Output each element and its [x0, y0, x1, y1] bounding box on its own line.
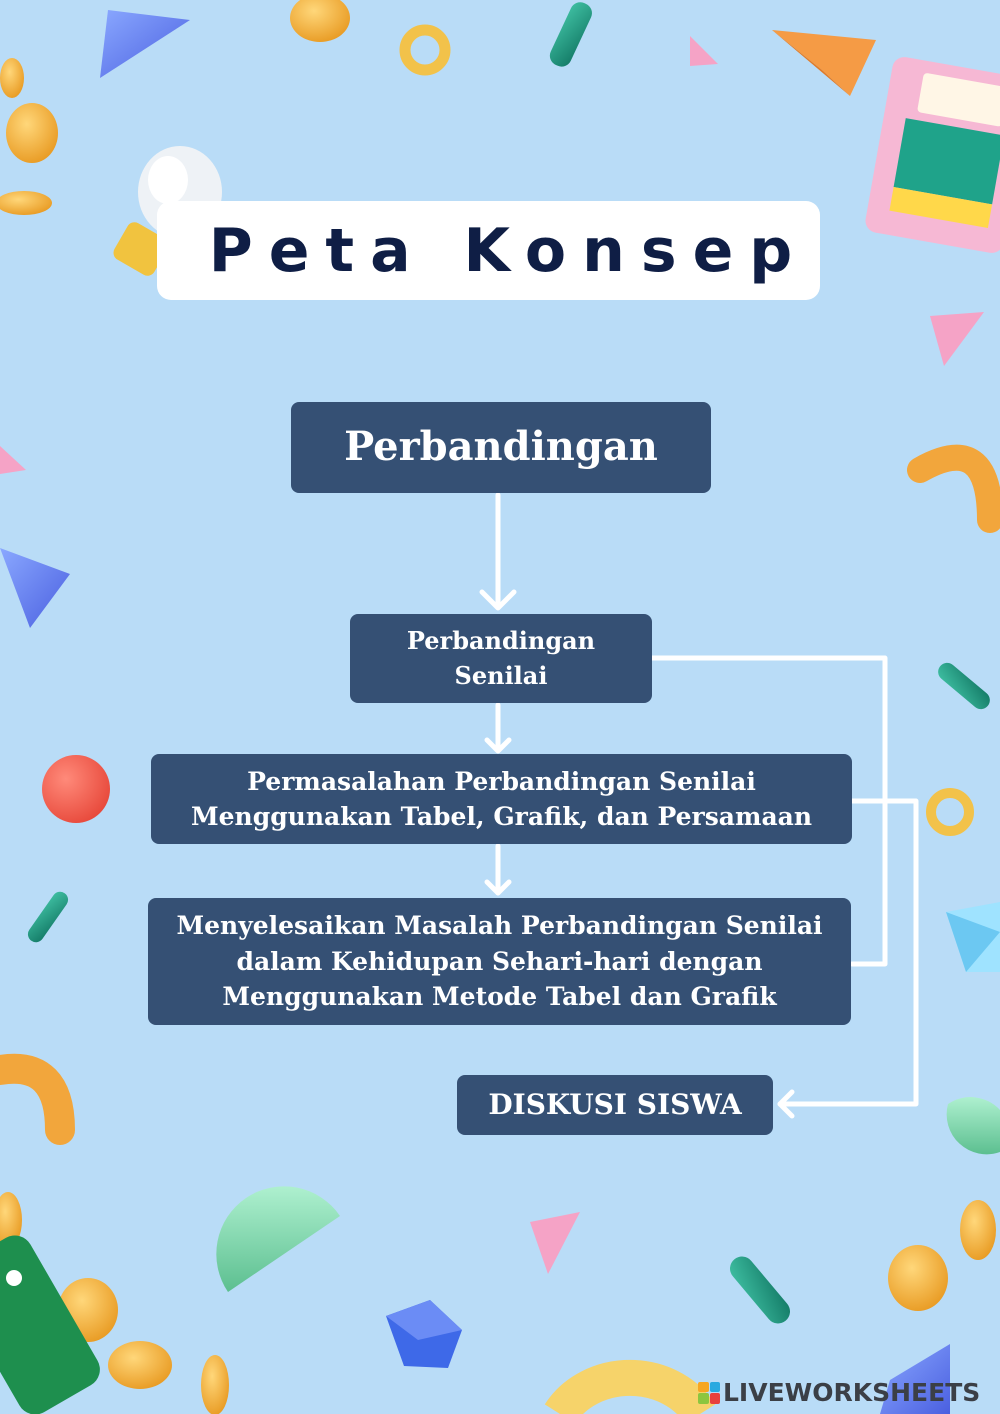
- liveworksheets-logo-icon: [698, 1382, 720, 1404]
- brand-text: LIVEWORKSHEETS: [723, 1378, 981, 1407]
- liveworksheets-brand: [698, 1378, 980, 1407]
- concept-root-node: [291, 402, 711, 493]
- concept-masalah-node: [148, 898, 851, 1025]
- concept-tabel-line-2: Menggunakan Tabel, Grafik, dan Persamaan: [190, 802, 813, 831]
- concept-senilai-line-2: Senilai: [454, 660, 548, 690]
- concept-root-label: Perbandingan: [344, 423, 658, 471]
- concept-tabel-line-1: Permasalahan Perbandingan Senilai: [247, 766, 756, 796]
- concept-masalah-line-2: dalam Kehidupan Sehari-hari dengan: [236, 946, 763, 976]
- diskusi-siswa-label: DISKUSI SISWA: [488, 1088, 742, 1122]
- concept-senilai-line-1: Perbandingan: [406, 625, 596, 655]
- concept-masalah-line-3: Menggunakan Metode Tabel dan Grafik: [222, 982, 777, 1012]
- concept-senilai-node: [350, 614, 652, 703]
- diskusi-siswa-node[interactable]: [457, 1075, 773, 1135]
- page-title: Peta Konsep: [208, 215, 809, 286]
- concept-tabel-grafik-node: [151, 754, 852, 844]
- concept-masalah-line-1: Menyelesaikan Masalah Perbandingan Senilai: [176, 911, 823, 941]
